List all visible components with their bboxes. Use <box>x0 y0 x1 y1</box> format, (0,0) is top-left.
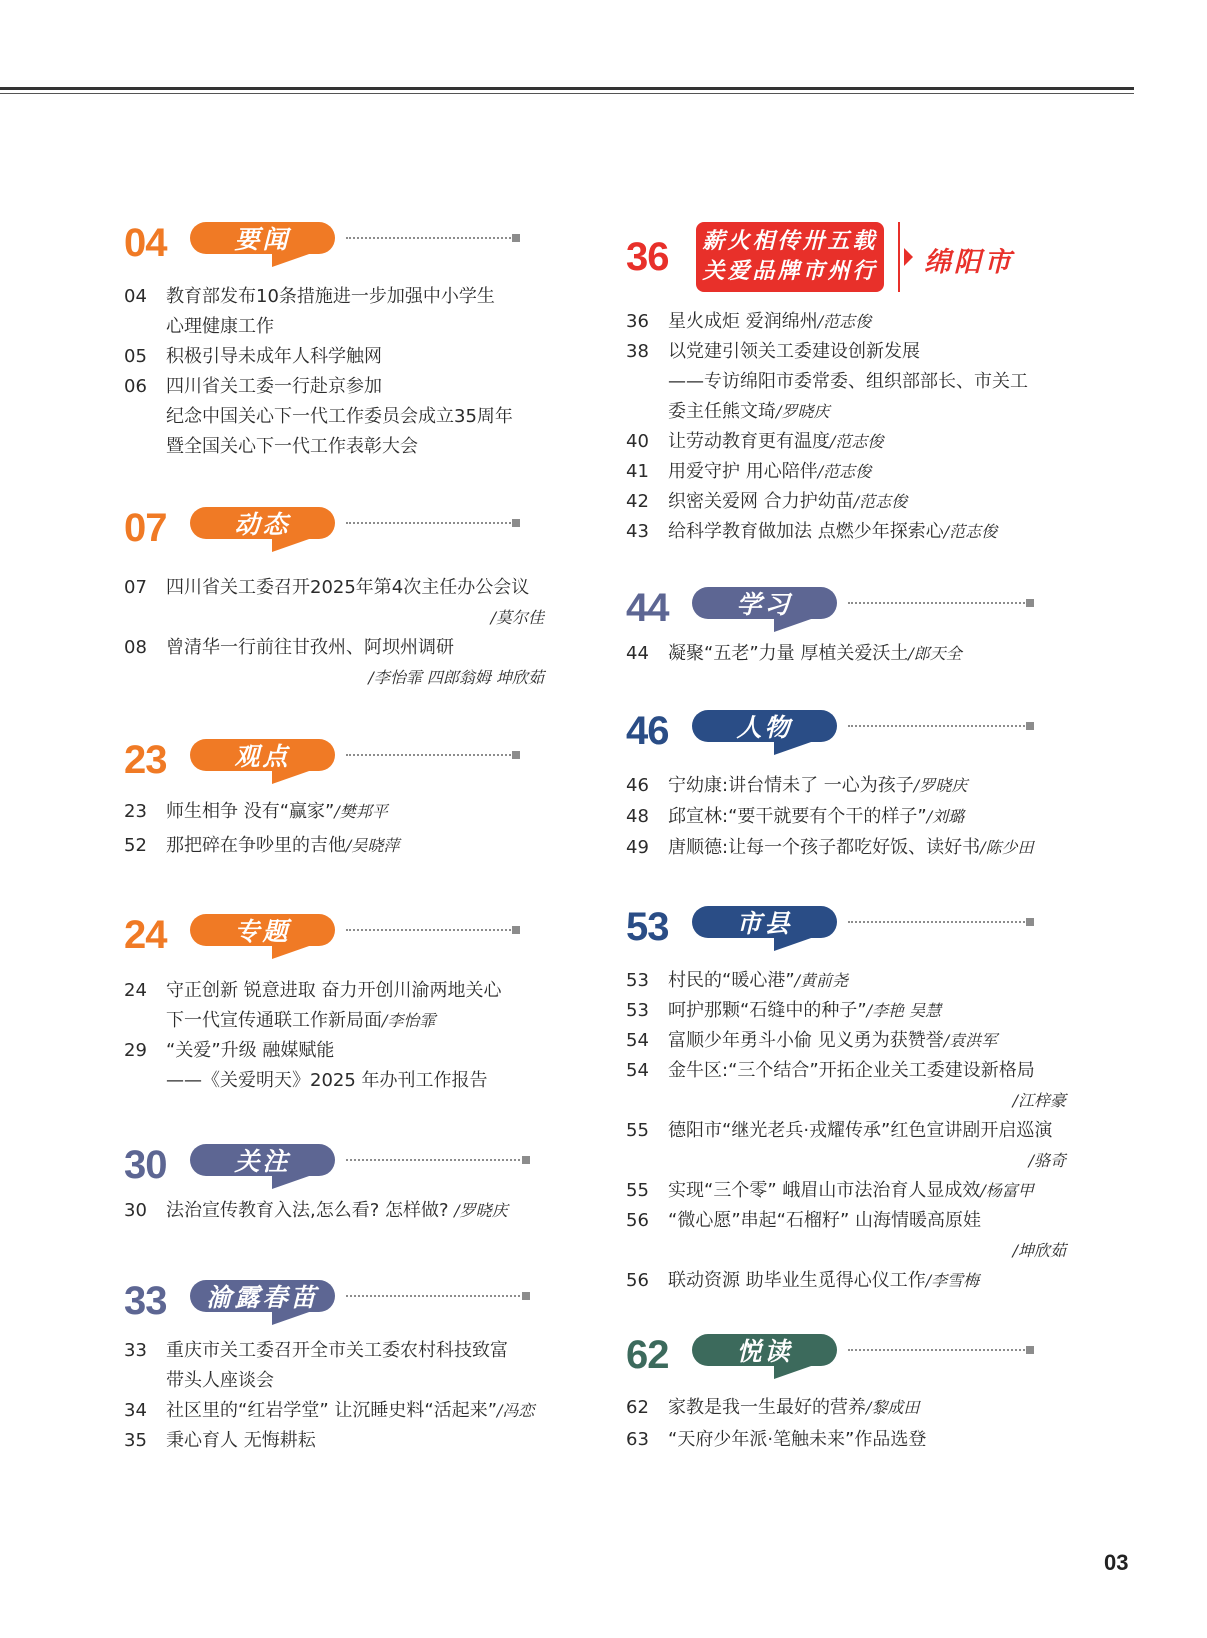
entry-title-block <box>668 1206 1066 1266</box>
section-header <box>626 222 1066 302</box>
toc-entry[interactable] <box>626 832 1066 863</box>
entry-page: 36 <box>626 311 649 332</box>
toc-entry[interactable] <box>626 770 1066 801</box>
special-badge-line1: 薪火相传卅五载 <box>702 229 878 254</box>
entry-author: /罗晓庆 <box>776 402 830 421</box>
entry-title: 四川省关工委一行赴京参加 <box>166 376 382 397</box>
entry-author: /吴晓萍 <box>346 836 400 855</box>
entry-title: “天府少年派·笔触未来”作品选登 <box>668 1429 927 1450</box>
entry-list <box>124 976 544 1096</box>
entry-title: 法治宣传教育入法,怎么看? 怎样做? <box>166 1200 455 1221</box>
entry-title: 联动资源 助毕业生觅得心仪工作 <box>668 1270 926 1291</box>
section-header <box>626 1330 1066 1386</box>
divider-line <box>898 222 900 292</box>
section-badge <box>190 1144 335 1176</box>
badge-tail <box>272 253 312 267</box>
toc-entry[interactable] <box>124 976 544 1036</box>
entry-title: 德阳市“继光老兵·戎耀传承”红色宣讲剧开启巡演 <box>668 1120 1053 1141</box>
entry-page: 53 <box>626 1000 649 1021</box>
section-guandian <box>124 735 544 861</box>
entry-author: /刘璐 <box>926 807 965 826</box>
entry-author: /范志俊 <box>853 492 908 511</box>
entry-author: /李雪梅 <box>925 1271 980 1290</box>
toc-entry[interactable] <box>626 1116 1066 1176</box>
entry-title-block <box>166 1336 544 1396</box>
toc-entry[interactable] <box>626 517 1066 547</box>
toc-entry[interactable] <box>626 1176 1066 1206</box>
entry-title: 四川省关工委召开2025年第4次主任办公会议 <box>166 577 530 598</box>
entry-title-block <box>166 633 544 693</box>
section-header <box>124 1276 544 1332</box>
section-number: 07 <box>124 506 167 550</box>
entry-title: 用爱守护 用心陪伴 <box>668 461 818 482</box>
entry-page: 55 <box>626 1180 649 1201</box>
entry-title-block <box>166 573 544 633</box>
entry-title: “关爱”升级 融媒赋能 <box>166 1040 335 1061</box>
dotted-leader <box>848 1349 1028 1351</box>
page-number: 03 <box>1104 1550 1129 1575</box>
section-yulu <box>124 1276 544 1456</box>
dotted-leader <box>346 237 514 239</box>
section-shixian <box>626 902 1066 1296</box>
toc-entry[interactable] <box>124 831 544 861</box>
entry-title-cont: 暨全国关心下一代工作表彰大会 <box>166 436 418 457</box>
entry-page: 38 <box>626 341 649 362</box>
section-number: 23 <box>124 738 167 782</box>
entry-title: 凝聚“五老”力量 厚植关爱沃土 <box>668 643 909 664</box>
entry-page: 52 <box>124 835 147 856</box>
toc-entry[interactable] <box>626 639 1066 669</box>
toc-entry[interactable] <box>124 1426 544 1456</box>
entry-page: 41 <box>626 461 649 482</box>
entry-author: /罗晓庆 <box>454 1201 508 1220</box>
entry-list <box>124 573 544 693</box>
entry-page: 53 <box>626 970 649 991</box>
entry-author: /范志俊 <box>830 432 884 451</box>
entry-title: 家教是我一生最好的营养 <box>668 1397 866 1418</box>
entry-title-cont: ——专访绵阳市委常委、组织部部长、市关工 <box>668 371 1028 392</box>
section-header <box>626 902 1066 958</box>
section-badge <box>692 710 837 742</box>
entry-title: 教育部发布10条措施进一步加强中小学生 <box>166 286 495 307</box>
section-badge <box>190 739 335 771</box>
entry-title-block <box>166 831 544 861</box>
entry-page: 07 <box>124 577 147 598</box>
entry-page: 56 <box>626 1270 649 1291</box>
section-badge <box>692 587 837 619</box>
toc-entry[interactable] <box>626 1424 1066 1456</box>
entry-author: /莫尔佳 <box>490 608 544 627</box>
section-header <box>124 218 544 274</box>
entry-list <box>626 1392 1066 1456</box>
section-number: 62 <box>626 1333 669 1377</box>
entry-title-block <box>668 517 1066 547</box>
section-yuedu <box>626 1330 1066 1456</box>
entry-title-cont: 下一代宣传通联工作新局面 <box>166 1010 382 1031</box>
entry-author: /陈少田 <box>980 838 1034 857</box>
section-badge <box>190 507 335 539</box>
city-label: 绵阳市 <box>924 247 1014 278</box>
entry-title: 金牛区:“三个结合”开拓企业关工委建设新格局 <box>668 1060 1035 1081</box>
badge-tail <box>774 1365 814 1379</box>
entry-author: /冯恋 <box>497 1401 535 1420</box>
section-number: 24 <box>124 913 167 957</box>
dotted-leader <box>848 602 1028 604</box>
toc-entry[interactable] <box>124 797 544 827</box>
entry-title-block <box>668 457 1066 487</box>
entry-title-cont: ——《关爱明天》2025 年办刊工作报告 <box>166 1070 488 1091</box>
entry-title-block <box>668 307 1066 337</box>
section-header <box>124 735 544 791</box>
entry-title-block <box>166 797 544 827</box>
entry-author: /范志俊 <box>817 462 872 481</box>
section-number: 46 <box>626 709 669 753</box>
entry-list <box>626 307 1066 547</box>
toc-entry[interactable] <box>626 457 1066 487</box>
section-label: 要闻 <box>234 225 291 254</box>
entry-page: 43 <box>626 521 649 542</box>
entry-page: 54 <box>626 1030 649 1051</box>
entry-author: /李怡霏 四郎翁姆 坤欣茹 <box>368 668 544 687</box>
entry-title: 呵护那颗“石缝中的种子” <box>668 1000 867 1021</box>
dotted-leader <box>346 754 514 756</box>
entry-title: 那把碎在争吵里的吉他 <box>166 835 346 856</box>
entry-title-block <box>668 639 1066 669</box>
entry-title: 守正创新 锐意进取 奋力开创川渝两地关心 <box>166 980 502 1001</box>
section-guanzhu <box>124 1140 544 1226</box>
entry-author: /黎成田 <box>866 1398 920 1417</box>
entry-author: /骆奇 <box>1028 1151 1066 1170</box>
badge-tail <box>774 937 814 951</box>
dotted-leader <box>346 1159 524 1161</box>
entry-title-cont-line <box>668 397 1066 427</box>
entry-list <box>626 966 1066 1296</box>
toc-entry[interactable] <box>626 1206 1066 1266</box>
section-label: 关注 <box>234 1147 291 1176</box>
entry-title: 唐顺德:让每一个孩子都吃好饭、读好书 <box>668 837 981 858</box>
dotted-leader <box>848 725 1028 727</box>
entry-title-block <box>668 770 1066 801</box>
entry-title: 实现“三个零” 峨眉山市法治育人显成效 <box>668 1180 981 1201</box>
entry-list <box>124 282 544 462</box>
entry-title: 积极引导未成年人科学触网 <box>166 346 382 367</box>
entry-title-block <box>668 1392 1066 1424</box>
entry-title: 重庆市关工委召开全市关工委农村科技致富 <box>166 1340 508 1361</box>
section-badge <box>190 222 335 254</box>
toc-entry[interactable] <box>626 337 1066 427</box>
entry-page: 49 <box>626 837 649 858</box>
entry-page: 30 <box>124 1200 147 1221</box>
entry-title-block <box>166 282 544 342</box>
special-badge-line2: 关爱品牌市州行 <box>702 259 878 284</box>
entry-page: 54 <box>626 1060 649 1081</box>
entry-title: 富顺少年勇斗小偷 见义勇为获赞誉 <box>668 1030 944 1051</box>
toc-entry[interactable] <box>626 966 1066 996</box>
entry-title-block <box>668 1266 1066 1296</box>
section-header <box>626 706 1066 762</box>
entry-page: 42 <box>626 491 649 512</box>
entry-author: /袁洪军 <box>943 1031 998 1050</box>
entry-title-block <box>166 372 544 462</box>
entry-title-block <box>668 1056 1066 1116</box>
section-header <box>124 503 544 559</box>
section-number: 44 <box>626 586 669 630</box>
toc-entry[interactable] <box>626 427 1066 457</box>
section-number: 36 <box>626 235 669 279</box>
entry-list <box>124 1336 544 1456</box>
entry-page: 34 <box>124 1400 147 1421</box>
section-badge <box>692 1334 837 1366</box>
section-badge <box>190 1280 335 1312</box>
entry-title: 社区里的“红岩学堂” 让沉睡史料“活起来” <box>166 1400 498 1421</box>
entry-title-cont: 委主任熊文琦 <box>668 401 776 422</box>
entry-title: “微心愿”串起“石榴籽” 山海情暖高原娃 <box>668 1210 982 1231</box>
section-header <box>626 583 1066 639</box>
entry-page: 33 <box>124 1340 147 1361</box>
entry-title: 邱宣林:“要干就要有个干的样子” <box>668 806 927 827</box>
entry-author: /李怡霏 <box>382 1011 436 1030</box>
badge-tail <box>774 741 814 755</box>
entry-author: /李艳 吴慧 <box>866 1001 942 1020</box>
section-badge <box>190 914 335 946</box>
entry-title-cont: 纪念中国关心下一代工作委员会成立35周年 <box>166 406 513 427</box>
entry-page: 62 <box>626 1397 649 1418</box>
dotted-leader <box>346 929 514 931</box>
entry-page: 46 <box>626 775 649 796</box>
toc-entry[interactable] <box>626 487 1066 517</box>
entry-page: 35 <box>124 1430 147 1451</box>
section-label: 学习 <box>736 590 793 619</box>
entry-title-block <box>668 337 1066 427</box>
entry-author: /坤欣茹 <box>1012 1241 1066 1260</box>
section-number: 04 <box>124 221 167 265</box>
entry-page: 08 <box>124 637 147 658</box>
entry-title-block <box>668 966 1066 996</box>
arrow-right-icon <box>904 248 913 266</box>
section-header <box>124 910 544 966</box>
toc-entry[interactable] <box>124 1196 544 1226</box>
entry-title-block <box>668 996 1066 1026</box>
section-label: 人物 <box>736 713 793 742</box>
entry-title-cont: 带头人座谈会 <box>166 1370 274 1391</box>
entry-author: /杨富甲 <box>980 1181 1034 1200</box>
entry-title: 宁幼康:讲台情未了 一心为孩子 <box>668 775 914 796</box>
section-label: 渝露春苗 <box>206 1283 319 1312</box>
entry-page: 63 <box>626 1429 649 1450</box>
entry-list <box>626 770 1066 863</box>
toc-entry[interactable] <box>626 1392 1066 1424</box>
toc-entry[interactable] <box>626 1056 1066 1116</box>
section-label: 动态 <box>234 510 291 539</box>
toc-entry[interactable] <box>124 633 544 693</box>
entry-page: 40 <box>626 431 649 452</box>
entry-title: 以党建引领关工委建设创新发展 <box>668 341 920 362</box>
entry-page: 23 <box>124 801 147 822</box>
entry-author: /范志俊 <box>817 312 872 331</box>
toc-entry[interactable] <box>124 1036 544 1096</box>
dotted-leader <box>346 522 514 524</box>
section-mianyang <box>626 222 1066 547</box>
entry-title: 师生相争 没有“赢家” <box>166 801 335 822</box>
entry-title: 曾清华一行前往甘孜州、阿坝州调研 <box>166 637 454 658</box>
badge-tail <box>272 1311 312 1325</box>
entry-page: 05 <box>124 346 147 367</box>
toc-entry[interactable] <box>124 372 544 462</box>
header-rule-thick <box>0 87 1134 90</box>
section-label: 悦读 <box>736 1337 793 1366</box>
entry-list <box>124 797 544 861</box>
entry-title-block <box>668 832 1066 863</box>
entry-title: 星火成炬 爱润绵州 <box>668 311 818 332</box>
entry-title-block <box>668 487 1066 517</box>
dotted-leader <box>848 921 1028 923</box>
entry-title-block <box>668 427 1066 457</box>
section-yaowen <box>124 218 544 462</box>
entry-title-cont: 心理健康工作 <box>166 316 274 337</box>
entry-title-block <box>668 1116 1066 1176</box>
entry-page: 48 <box>626 806 649 827</box>
entry-page: 29 <box>124 1040 147 1061</box>
toc-entry[interactable] <box>124 342 544 372</box>
entry-title-cont-line <box>166 1006 544 1036</box>
entry-title: 让劳动教育更有温度 <box>668 431 830 452</box>
section-header <box>124 1140 544 1196</box>
entry-author: /郎天全 <box>908 644 962 663</box>
section-number: 30 <box>124 1143 167 1187</box>
entry-page: 44 <box>626 643 649 664</box>
toc-entry[interactable] <box>124 1336 544 1396</box>
entry-title: 给科学教育做加法 点燃少年探索心 <box>668 521 944 542</box>
entry-page: 04 <box>124 286 147 307</box>
header-rule-thin <box>0 93 1134 94</box>
section-label: 专题 <box>234 917 291 946</box>
entry-title-block <box>166 976 544 1036</box>
entry-page: 06 <box>124 376 147 397</box>
section-zhuanti <box>124 910 544 1096</box>
entry-author: /江梓豪 <box>1012 1091 1066 1110</box>
section-renwu <box>626 706 1066 863</box>
entry-author: /范志俊 <box>943 522 998 541</box>
toc-entry[interactable] <box>124 282 544 342</box>
special-badge <box>696 222 884 292</box>
entry-author: /黄前尧 <box>794 971 849 990</box>
section-number: 53 <box>626 905 669 949</box>
entry-title-block <box>166 1396 544 1426</box>
entry-list <box>124 1196 544 1226</box>
badge-tail <box>272 538 312 552</box>
toc-entry[interactable] <box>124 1396 544 1426</box>
dotted-leader <box>346 1295 524 1297</box>
toc-entry[interactable] <box>626 1266 1066 1296</box>
entry-page: 56 <box>626 1210 649 1231</box>
entry-title-block <box>668 1026 1066 1056</box>
entry-title-block <box>668 801 1066 832</box>
badge-tail <box>272 770 312 784</box>
toc-entry[interactable] <box>626 1026 1066 1056</box>
entry-title: 秉心育人 无悔耕耘 <box>166 1430 316 1451</box>
entry-list <box>626 639 1066 669</box>
badge-tail <box>272 945 312 959</box>
section-number: 33 <box>124 1279 167 1323</box>
section-xuexi <box>626 583 1066 669</box>
entry-title-block <box>166 1036 544 1096</box>
badge-tail <box>272 1175 312 1189</box>
section-label: 观点 <box>234 742 291 771</box>
entry-author: /樊邦平 <box>334 802 388 821</box>
entry-title-block <box>668 1176 1066 1206</box>
toc-entry[interactable] <box>626 307 1066 337</box>
entry-page: 55 <box>626 1120 649 1141</box>
entry-page: 24 <box>124 980 147 1001</box>
entry-title: 织密关爱网 合力护幼苗 <box>668 491 854 512</box>
section-label: 市县 <box>736 909 793 938</box>
badge-tail <box>774 618 814 632</box>
entry-author: /罗晓庆 <box>913 776 968 795</box>
toc-entry[interactable] <box>626 996 1066 1026</box>
toc-entry[interactable] <box>124 573 544 633</box>
entry-title-block <box>166 1196 544 1226</box>
section-dongtai <box>124 503 544 693</box>
toc-entry[interactable] <box>626 801 1066 832</box>
entry-title: 村民的“暖心港” <box>668 970 795 991</box>
section-badge <box>692 906 837 938</box>
